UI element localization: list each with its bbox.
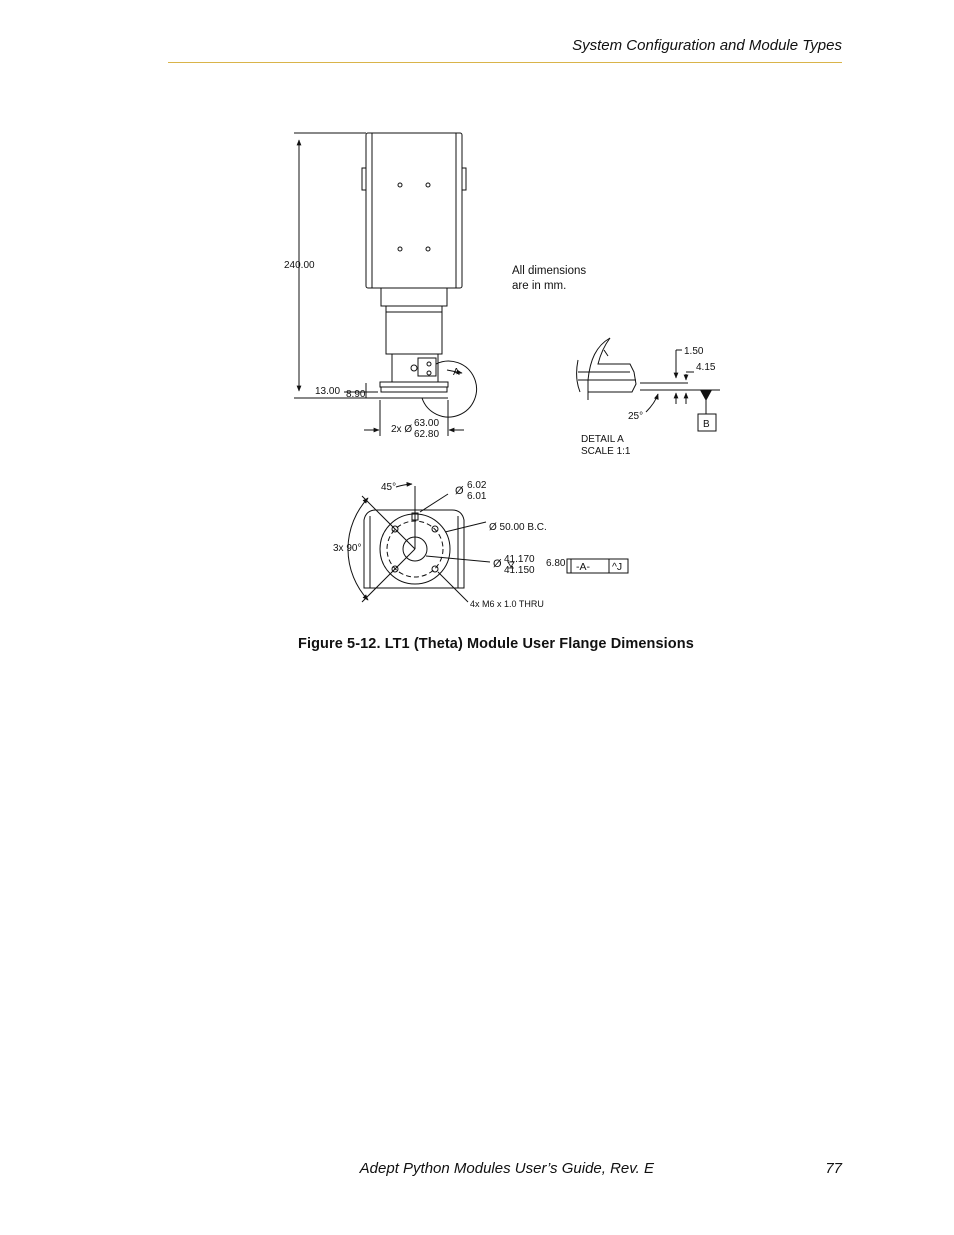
detail-a-marker: A	[453, 367, 460, 378]
bore-depth: 6.80	[546, 558, 566, 569]
datum-a: -A-	[576, 561, 590, 573]
thread-note: 4x M6 x 1.0 THRU	[470, 599, 544, 609]
note-line-1: All dimensions	[512, 265, 587, 277]
pin-dia-lower: 6.01	[467, 491, 487, 502]
bore-dia-symbol: Ø	[493, 558, 502, 570]
figure-caption: Figure 5-12. LT1 (Theta) Module User Flange Dimensions	[298, 636, 694, 652]
height-value: 240.00	[284, 260, 315, 271]
angle-3x90: 3x 90°	[333, 543, 362, 554]
datum-mark: ^J	[612, 561, 623, 573]
dim-4-15: 4.15	[696, 362, 716, 373]
dia-upper: 63.00	[414, 418, 440, 429]
bore-dia-upper: 41.170	[504, 554, 535, 565]
datum-b: B	[703, 419, 710, 430]
footer-title: Adept Python Modules User’s Guide, Rev. E	[359, 1160, 654, 1177]
note-line-2: are in mm.	[512, 280, 567, 292]
dim-13: 13.00	[315, 386, 341, 397]
angle-25: 25°	[628, 411, 644, 422]
dim-8-90: 8.90	[346, 389, 366, 400]
bore-dia-lower: 41.150	[504, 565, 535, 576]
dia-prefix: 2x Ø	[391, 424, 413, 435]
detail-label-1: DETAIL A	[581, 434, 624, 445]
page-number: 77	[825, 1160, 842, 1177]
angle-45: 45°	[381, 482, 397, 493]
pin-dia-upper: 6.02	[467, 480, 487, 491]
header-title: System Configuration and Module Types	[572, 37, 842, 54]
dim-1-50: 1.50	[684, 346, 704, 357]
dia-lower: 62.80	[414, 429, 440, 440]
pin-dia-symbol: Ø	[455, 485, 464, 497]
bolt-circle: Ø 50.00 B.C.	[489, 522, 547, 533]
detail-label-2: SCALE 1:1	[581, 446, 631, 457]
